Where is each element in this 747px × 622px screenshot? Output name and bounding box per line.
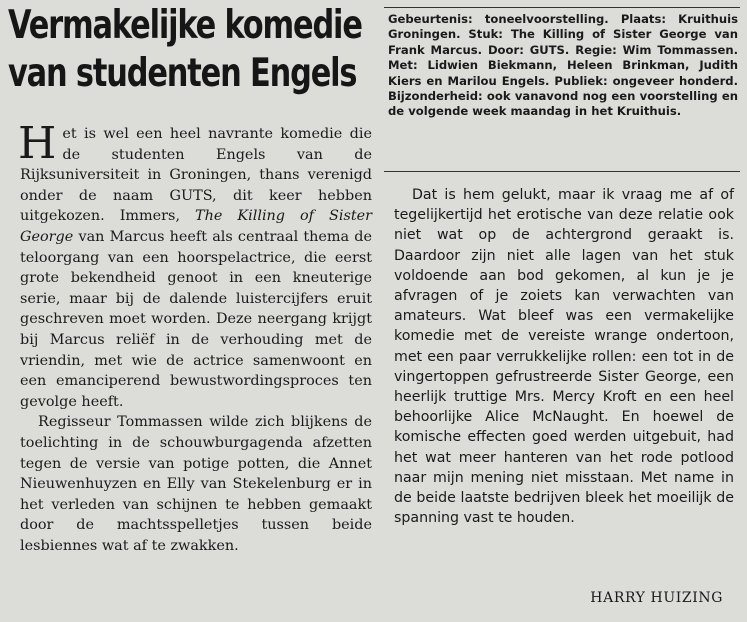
play-title: The Killing of Sister George [20,208,373,245]
drop-cap: H [18,118,57,169]
info-box-top-rule [384,7,740,8]
article-right-column [394,185,734,528]
paragraph-1-start: et is wel een heel navrante komedie die de studenten Engels van de Rijksuniversiteit in Groningen, thans verenigd onder de naam GUTS, dit keer hebben uitgekozen. Immers, [20,126,372,225]
info-box-bottom-rule [384,171,740,172]
info-director: Regie: Wim Tommassen. [575,42,738,57]
headline-line-1: Vermakelijke komedie [8,3,362,48]
paragraph-1-end: van Marcus heeft als centraal thema de teloorgang van een hoorspelactrice, die eerst grote bekendheid genoot in een kneuterige serie, maar bij de dalende luistercijfers eruit geschreven moet worden. Deze neergang krijgt bij Marcus reliëf in de verhouding met de vriendin, met wie de actrice samenwoont en een emanciperend bewustwordingsproces ten gevolge heeft. [20,228,372,410]
info-by: Door: GUTS. [487,42,570,57]
paragraph-3: Dat is hem gelukt, maar ik vraag me af of tegelijkertijd het erotische van deze relatie ook niet wat op de achtergrond geraakt is. Daardoor zijn niet alle lagen van het stuk voldoende aan bod gekomen, al kun je je afvragen of je zoiets kan verwachten van amateurs. Wat bleef was een vermakelijke komedie met de vereiste wrange ondertoon, met een paar verrukkelijke rollen: een tot in de vingertoppen gefrustreerde Sister George, een heerlijk truttige Mrs. Mercy Kroft en een heel behoorlijke Alice McNaught. En hoewel de komische effecten goed werden uitgebuit, had het wat meer hanteren van het rode potlood naar mijn mening niet misstaan. Met name in de beide laatste bedrijven bleek het moeilijk de spanning vast te houden. [394,187,734,527]
info-box [388,12,738,120]
info-note: Bijzonderheid: ook vanavond nog een voorstelling en de volgende week maandag in het Kruithuis. [388,89,738,119]
headline [8,2,362,98]
info-event: Gebeurtenis: toneelvoorstelling. [388,12,609,26]
info-play: Stuk: The Killing of Sister George van Frank Marcus. [388,27,738,57]
headline-line-2: van studenten Engels [8,51,357,96]
info-audience: Publiek: ongeveer honderd. [554,73,739,88]
paragraph-1 [18,118,373,412]
paragraph-2: Regisseur Tommassen wilde zich blijkens de toelichting in de schouwburgagenda afzetten tegen de versie van potige potten, die Annet Nieuwenhuyzen en Elly van Stekelenburg er in het verleden van schijnen te hebben gemaakt door de machtsspelletjes tussen beide lesbiennes wat af te zwakken. [20,414,372,554]
info-cast: Met: Lidwien Biekmann, Heleen Brinkman, Judith Kiers en Marilou Engels. [388,58,738,88]
article-left-column [18,118,373,556]
info-place: Plaats: Kruithuis Groningen. [388,12,738,42]
byline: HARRY HUIZING [590,590,723,606]
